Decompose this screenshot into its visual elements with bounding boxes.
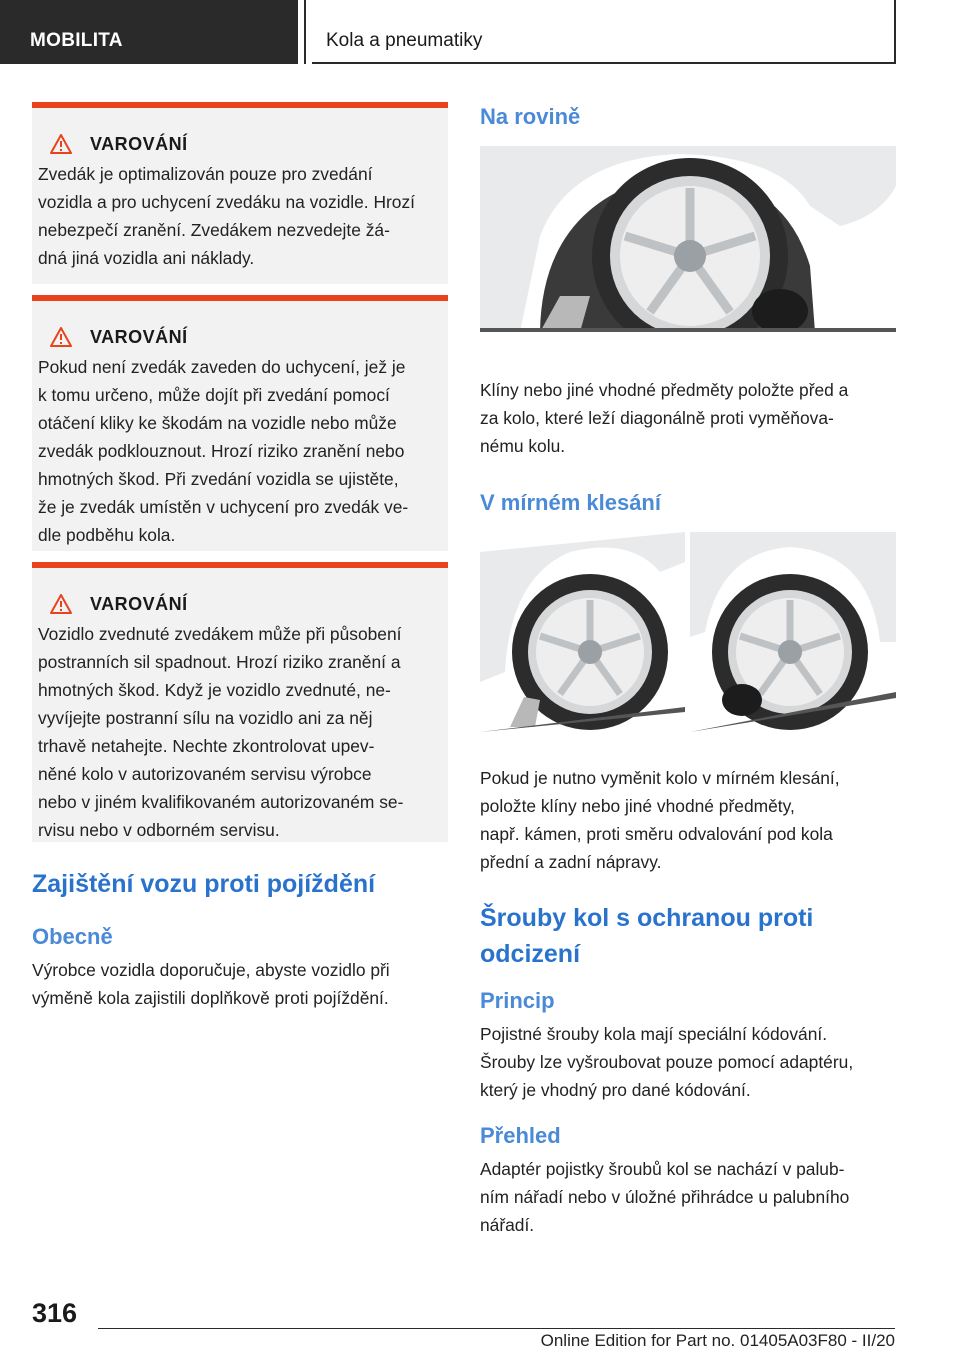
text-line: Pojistné šrouby kola mají speciální kódování.: [480, 1024, 828, 1044]
text-line: Pokud není zvedák zaveden do uchycení, jež je: [38, 357, 406, 377]
text-line: nebo v jiném kvalifikovaném autorizovaném se-: [38, 792, 404, 812]
header-divider: [304, 0, 306, 64]
subheading-general: Obecně: [32, 924, 113, 949]
heading-on-level: Na rovině: [480, 104, 581, 129]
text-line: nebezpečí zranění. Zvedákem nezvedejte žá-: [38, 220, 390, 240]
warning-box-1: [32, 102, 448, 284]
warning-box-3: [32, 562, 448, 842]
wheel-on-slope-front-illustration: [480, 532, 685, 732]
chapter-title: Kola a pneumatiky: [312, 0, 896, 64]
text-line: dná jiná vozidla ani náklady.: [38, 248, 255, 268]
text-line: rvisu nebo v odborném servisu.: [38, 820, 280, 840]
text-line: Výrobce vozidla doporučuje, abyste vozidlo při: [32, 960, 390, 980]
warning-triangle-icon: [50, 134, 72, 154]
text-line: hmotných škod. Když je vozidlo zvednuté, ne-: [38, 680, 391, 700]
page-number: 316: [32, 1298, 78, 1328]
level-paragraph: [480, 376, 900, 460]
text-line: výměně kola zajistili doplňkově proti pojíždění.: [32, 988, 389, 1008]
text-line: Šrouby lze vyšroubovat pouze pomocí adaptéru,: [480, 1052, 854, 1072]
heading-line: Šrouby kol s ochranou proti: [480, 904, 814, 932]
text-line: ním nářadí nebo v úložné přihrádce u palubního: [480, 1187, 850, 1207]
overview-paragraph: [480, 1155, 900, 1239]
section-tab: MOBILITA: [0, 0, 298, 64]
wheel-on-slope-rear-illustration: [690, 532, 896, 732]
warning-title: VAROVÁNÍ: [90, 326, 188, 347]
text-line: nářadí.: [480, 1215, 535, 1235]
text-line: dle podběhu kola.: [38, 525, 176, 545]
text-line: k tomu určeno, může dojít při zvedání pomocí: [38, 385, 390, 405]
footer-rule: [98, 1328, 895, 1329]
section-heading-chocking: Zajištění vozu proti pojíždění: [32, 870, 376, 898]
text-line: otáčení kliky ke škodám na vozidle nebo může: [38, 413, 397, 433]
general-paragraph: [32, 956, 448, 1012]
warning-box-2: [32, 295, 448, 551]
text-line: vyvíjejte postranní sílu na vozidlo ani za něj: [38, 708, 373, 728]
text-line: Zvedák je optimalizován pouze pro zvedání: [38, 164, 373, 184]
text-line: Adaptér pojistky šroubů kol se nachází v palub-: [480, 1159, 845, 1179]
text-line: který je vhodný pro dané kódování.: [480, 1080, 751, 1100]
warning-title: VAROVÁNÍ: [90, 593, 188, 614]
text-line: že je zvedák umístěn v uchycení pro zvedák ve-: [38, 497, 409, 517]
text-line: trhavě netahejte. Nechte zkontrolovat upev-: [38, 736, 375, 756]
text-line: vozidla a pro uchycení zvedáku na vozidle. Hrozí: [38, 192, 415, 212]
edition-note: Online Edition for Part no. 01405A03F80 - II/20: [540, 1331, 895, 1350]
warning-triangle-icon: [50, 327, 72, 347]
principle-paragraph: [480, 1020, 900, 1104]
text-line: např. kámen, proti směru odvalování pod kola: [480, 824, 833, 844]
text-line: něné kolo v autorizovaném servisu výrobce: [38, 764, 372, 784]
warning-text: [38, 620, 440, 844]
text-line: přední a zadní nápravy.: [480, 852, 662, 872]
warning-text: [38, 353, 440, 549]
warning-triangle-icon: [50, 594, 72, 614]
text-line: zvedák podklouznout. Hrozí riziko zranění nebo: [38, 441, 405, 461]
text-line: položte klíny nebo jiné vhodné předměty,: [480, 796, 795, 816]
text-line: za kolo, které leží diagonálně proti vyměňova-: [480, 408, 834, 428]
subheading-overview: Přehled: [480, 1123, 561, 1148]
subheading-principle: Princip: [480, 988, 555, 1013]
heading-slight-slope: V mírném klesání: [480, 490, 661, 515]
warning-text: [38, 160, 440, 272]
heading-locking-bolts: [480, 900, 813, 972]
heading-line: odcizení: [480, 940, 581, 968]
text-line: Vozidlo zvednuté zvedákem může při působení: [38, 624, 402, 644]
text-line: Pokud je nutno vyměnit kolo v mírném klesání,: [480, 768, 840, 788]
text-line: Klíny nebo jiné vhodné předměty položte před a: [480, 380, 849, 400]
slope-paragraph: [480, 764, 900, 876]
text-line: nému kolu.: [480, 436, 566, 456]
warning-title: VAROVÁNÍ: [90, 133, 188, 154]
wheel-on-level-illustration: [480, 146, 896, 332]
text-line: postranních sil spadnout. Hrozí riziko zranění a: [38, 652, 401, 672]
text-line: hmotných škod. Při zvedání vozidla se ujistěte,: [38, 469, 399, 489]
